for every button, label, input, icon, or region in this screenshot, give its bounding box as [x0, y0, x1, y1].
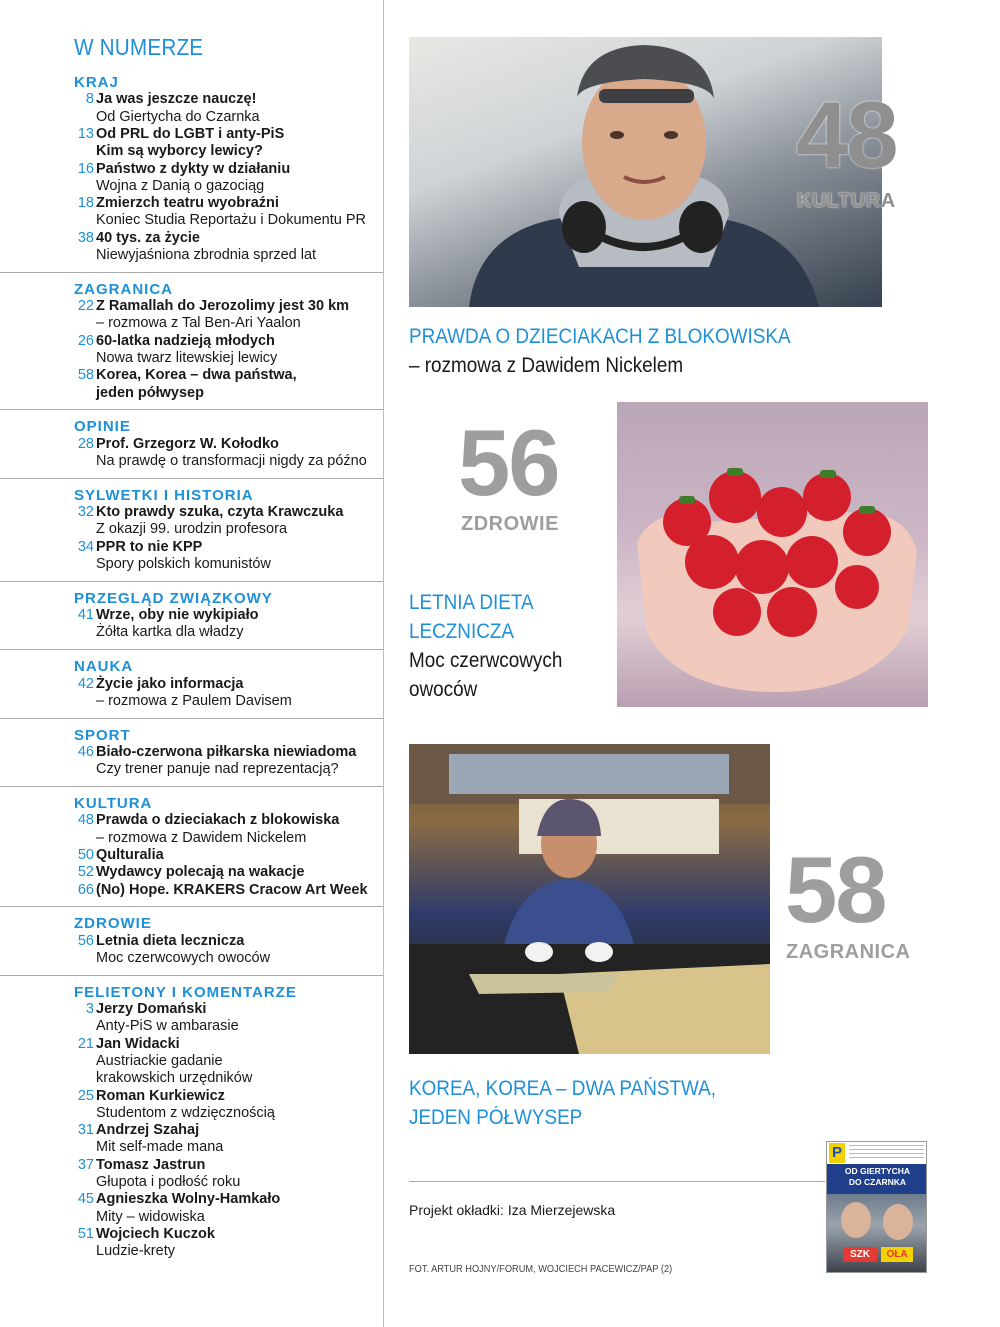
cover-design-credit: Projekt okładki: Iza Mierzejewska: [409, 1202, 616, 1218]
toc-page-number: 56: [77, 932, 94, 949]
toc-entry-title: (No) Hope. KRAKERS Cracow Art Week: [96, 881, 368, 898]
toc-entry-subtitle: krakowskich urzędników: [96, 1070, 253, 1087]
toc-entry-title: Kim są wyborcy lewicy?: [96, 143, 263, 160]
toc-entry-title: Roman Kurkiewicz: [96, 1087, 225, 1104]
feature-section-kultura: KULTURA: [797, 190, 896, 212]
toc-page-number: 50: [77, 846, 94, 863]
toc-entry-title: Państwo z dykty w działaniu: [96, 160, 291, 177]
toc-page-number: 21: [77, 1035, 94, 1052]
toc-section-heading: KULTURA: [74, 795, 153, 812]
section-divider: [0, 718, 383, 719]
toc-title: W NUMERZE: [74, 34, 204, 60]
toc-page-number: 41: [77, 607, 94, 624]
cover-face-right: [883, 1204, 913, 1240]
toc-entry-title: Od PRL do LGBT i anty-PiS: [96, 125, 285, 142]
toc-section-heading: SYLWETKI I HISTORIA: [74, 486, 254, 504]
toc-entry-subtitle: Spory polskich komunistów: [96, 556, 271, 572]
feature-photo-korean-vendor: [409, 744, 770, 1054]
cover-word-part1: SZK: [843, 1247, 877, 1262]
toc-entry-title: Z Ramallah do Jerozolimy jest 30 km: [96, 298, 350, 315]
toc-entry-subtitle: Koniec Studia Reportażu i Dokumentu PR: [96, 212, 367, 229]
toc-entry-title: Andrzej Szahaj: [96, 1122, 200, 1139]
toc-section-heading: PRZEGLĄD ZWIĄZKOWY: [74, 589, 273, 607]
toc-section-heading: NAUKA: [74, 658, 134, 676]
section-divider: [0, 975, 383, 976]
toc-section-heading: FELIETONY I KOMENTARZE: [74, 983, 297, 1001]
feature-subtitle-kultura: – rozmowa z Dawidem Nickelem: [409, 354, 684, 377]
section-divider: [0, 786, 383, 787]
toc-entry-title: Jan Widacki: [96, 1035, 180, 1052]
cover-headline: [827, 1166, 927, 1188]
feature-title-kultura: PRAWDA O DZIECIAKACH Z BLOKOWISKA: [409, 325, 791, 348]
toc-entry-subtitle: – rozmowa z Dawidem Nickelem: [96, 829, 307, 846]
toc-page-number: 46: [77, 743, 94, 760]
feature-title-zdrowie-line1: LETNIA DIETA: [409, 591, 534, 614]
toc-entry-subtitle: Od Giertycha do Czarnka: [96, 108, 260, 125]
section-divider: [0, 581, 383, 582]
toc-section-heading: ZDROWIE: [74, 915, 152, 933]
toc-page-number: 16: [77, 160, 94, 177]
toc-page-number: 31: [77, 1122, 94, 1139]
toc-entry-title: Biało-czerwona piłkarska niewiadoma: [96, 743, 357, 760]
feature-subtitle-zdrowie-line2: owoców: [409, 678, 478, 701]
toc-entry-title: Ja was jeszcze nauczę!: [96, 91, 257, 108]
toc-page-number: 51: [77, 1225, 94, 1242]
feature-subtitle-zdrowie-line1: Moc czerwcowych: [409, 649, 563, 672]
magazine-cover-thumbnail: [826, 1141, 927, 1273]
toc-entry-title: Wrze, oby nie wykipiało: [96, 607, 259, 624]
feature-photo-strawberries: [617, 402, 928, 707]
toc-entry-subtitle: Nowa twarz litewskiej lewicy: [96, 350, 278, 366]
feature-title-zagranica-line2: JEDEN PÓŁWYSEP: [409, 1106, 583, 1129]
toc-entry-title: Wydawcy polecają na wakacje: [96, 864, 305, 881]
section-divider: [0, 906, 383, 907]
cover-headline-line1: OD GIERTYCHA: [844, 1166, 911, 1176]
toc-entry-subtitle: Mity – widowiska: [96, 1208, 205, 1225]
toc-page-number: 42: [77, 675, 94, 692]
strawberries-photo-illustration: [617, 402, 928, 707]
cover-face-left: [841, 1202, 871, 1238]
toc-section-heading: SPORT: [74, 726, 131, 744]
toc-page-number: 26: [77, 332, 94, 349]
feature-page-number-56: 56: [458, 410, 559, 515]
feature-section-zagranica: ZAGRANICA: [786, 941, 911, 963]
section-divider: [0, 272, 383, 273]
feature-title-zdrowie-line2: LECZNICZA: [409, 620, 515, 643]
toc-entry-title: Wojciech Kuczok: [96, 1225, 215, 1242]
toc-entry-subtitle: – rozmowa z Paulem Davisem: [96, 692, 292, 709]
feature-page-number-48: 48: [796, 82, 897, 187]
toc-entry-title: Korea, Korea – dwa państwa,: [96, 367, 297, 384]
toc-entry-title: 60-latka nadzieją młodych: [96, 332, 275, 349]
toc-entry-subtitle: Niewyjaśniona zbrodnia sprzed lat: [96, 247, 317, 263]
toc-page-number: 34: [77, 538, 94, 555]
toc-entry-subtitle: Czy trener panuje nad reprezentacją?: [96, 761, 339, 778]
toc-entry-title: Zmierzch teatru wyobraźni: [96, 195, 279, 212]
toc-entry-subtitle: Wojna z Danią o gazociąg: [96, 177, 265, 194]
toc-page-number: 3: [85, 1001, 94, 1017]
cover-headline-line2: DO CZARNKA: [848, 1177, 907, 1187]
toc-entry-subtitle: – rozmowa z Tal Ben-Ari Yaalon: [96, 315, 301, 332]
toc-entry-subtitle: Anty-PiS w ambarasie: [96, 1018, 239, 1035]
section-divider: [0, 478, 383, 479]
toc-section-heading: ZAGRANICA: [74, 280, 173, 298]
toc-entry-title: Agnieszka Wolny-Hamkało: [96, 1191, 281, 1208]
toc-section-heading: KRAJ: [74, 74, 119, 91]
toc-entry-title: Qulturalia: [96, 846, 164, 863]
toc-page-number: 22: [77, 298, 94, 315]
toc-page-number: 66: [77, 881, 94, 898]
toc-entry-title: Kto prawdy szuka, czyta Krawczuka: [96, 504, 344, 521]
toc-entry-subtitle: Na prawdę o transformacji nigdy za późno: [96, 453, 367, 469]
toc-page-number: 8: [85, 91, 94, 108]
toc-entry-subtitle: Żółta kartka dla władzy: [96, 624, 244, 641]
cover-masthead: [827, 1142, 927, 1164]
section-divider: [0, 409, 383, 410]
toc-page-number: 28: [77, 435, 94, 452]
toc-page-number: 48: [77, 812, 94, 829]
feature-section-zdrowie: ZDROWIE: [461, 513, 559, 535]
photo-credit: FOT. ARTUR HOJNY/FORUM, WOJCIECH PACEWICZ/PAP (2): [409, 1263, 673, 1275]
toc-entry-subtitle: Z okazji 99. urodzin profesora: [96, 521, 288, 538]
toc-page-number: 45: [77, 1191, 94, 1208]
toc-entry-title: Tomasz Jastrun: [96, 1156, 206, 1173]
feature-title-zagranica-line1: KOREA, KOREA – DWA PAŃSTWA,: [409, 1077, 717, 1100]
cover-logo: P: [829, 1143, 845, 1163]
feature-page-number-58: 58: [785, 837, 886, 942]
toc-page-number: 38: [77, 229, 94, 246]
toc-entry-title: Letnia dieta lecznicza: [96, 932, 245, 949]
toc-entry-subtitle: Moc czerwcowych owoców: [96, 949, 271, 966]
toc-entry-title: Życie jako informacja: [96, 675, 244, 692]
toc-entry-subtitle: Austriackie gadanie: [96, 1052, 223, 1069]
toc-page-number: 58: [77, 367, 94, 384]
cover-word-part2: OŁA: [881, 1247, 913, 1262]
table-of-contents: [0, 0, 384, 1327]
toc-entry-subtitle: Mit self-made mana: [96, 1139, 224, 1156]
toc-page-number: 13: [77, 125, 94, 142]
toc-page-number: 52: [77, 864, 94, 881]
toc-page-number: 18: [77, 195, 94, 212]
toc-entry-title: Prawda o dzieciakach z blokowiska: [96, 812, 340, 829]
toc-page-number: 25: [77, 1087, 94, 1104]
toc-entry-subtitle: Ludzie-krety: [96, 1243, 175, 1260]
cover-masthead-text-icon: [849, 1145, 924, 1161]
credits-divider: [409, 1181, 825, 1182]
toc-section-heading: OPINIE: [74, 418, 131, 436]
toc-entry-title: Jerzy Domański: [96, 1001, 207, 1017]
toc-page-number: 37: [77, 1156, 94, 1173]
toc-entry-subtitle: Studentom z wdzięcznością: [96, 1104, 275, 1121]
toc-entry-subtitle: Głupota i podłość roku: [96, 1174, 241, 1190]
korean-vendor-photo-illustration: [409, 744, 770, 1054]
toc-entry-title: jeden półwysep: [96, 384, 204, 401]
toc-entry-title: Prof. Grzegorz W. Kołodko: [96, 435, 279, 452]
toc-page-number: 32: [77, 504, 94, 521]
toc-entry-title: 40 tys. za życie: [96, 229, 200, 246]
section-divider: [0, 649, 383, 650]
toc-entry-title: PPR to nie KPP: [96, 538, 203, 555]
